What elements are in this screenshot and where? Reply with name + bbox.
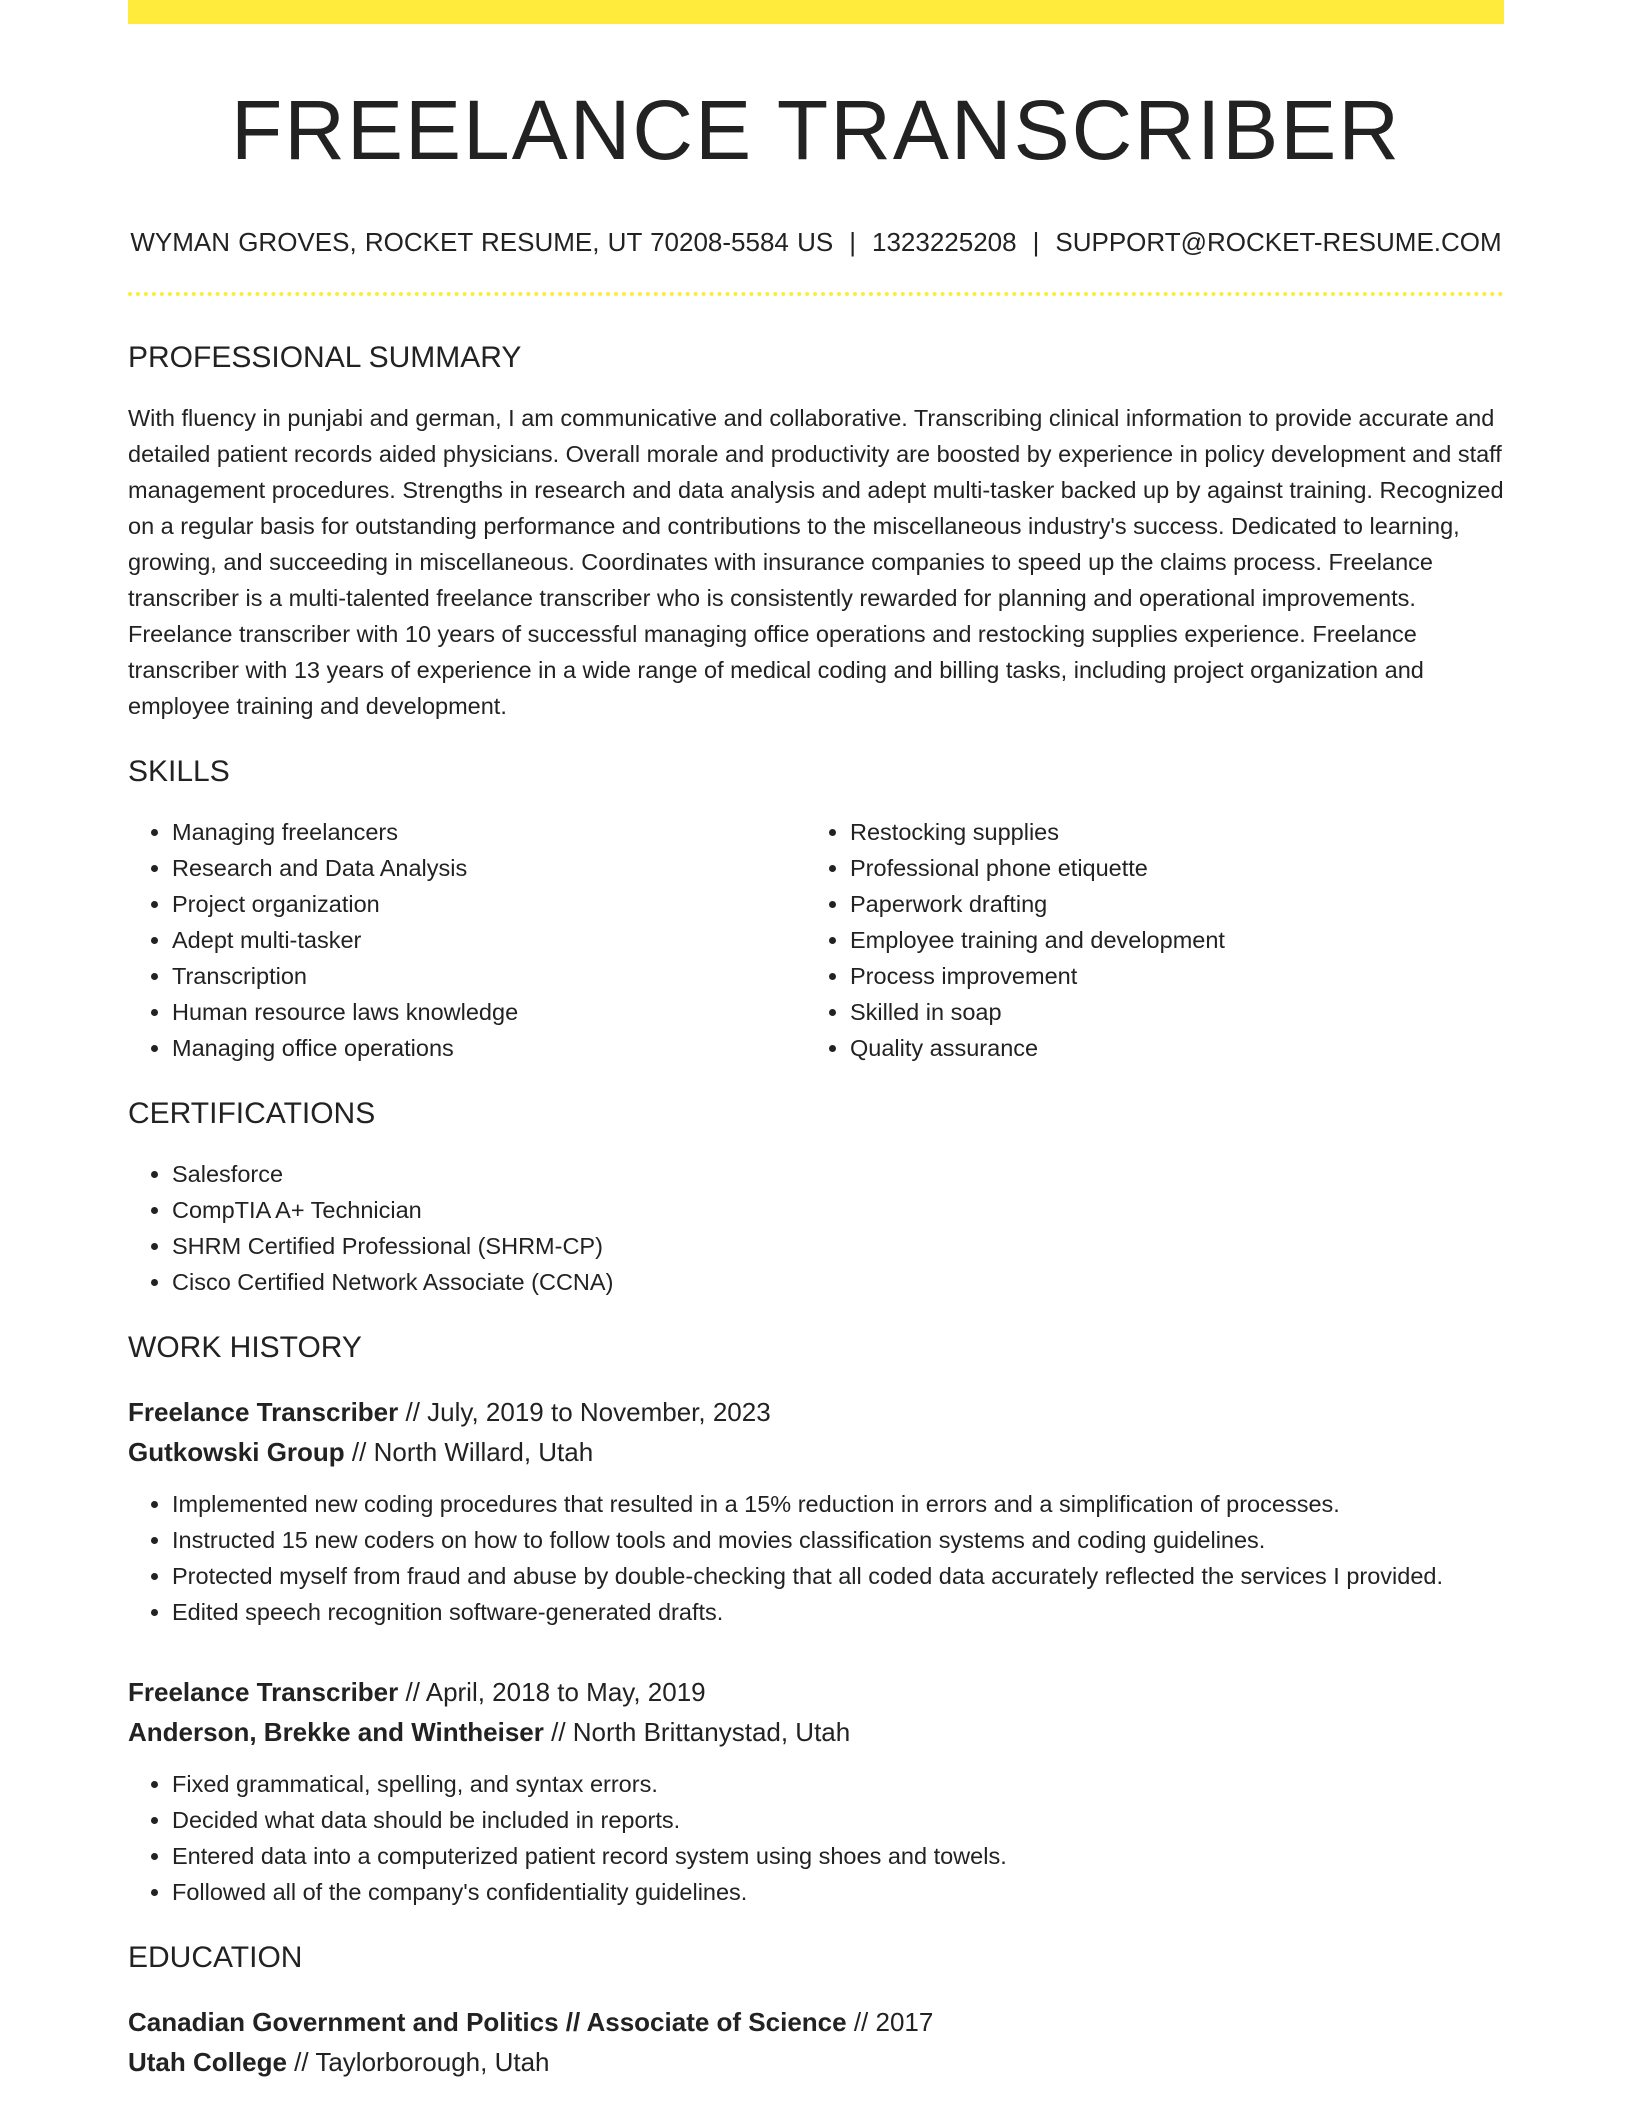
job-title-line [128,1392,1504,1432]
education-year: // 2017 [846,2006,934,2037]
resume-page [128,0,1504,2082]
job-bullets [128,1766,1504,1910]
job-bullet: • Entered data into a computerized patient record system using shoes and towels. [172,1838,1504,1874]
contact-email[interactable]: SUPPORT@ROCKET-RESUME.COM [1055,226,1502,257]
job-dates: // July, 2019 to November, 2023 [398,1396,771,1427]
skill-item: • Managing freelancers [172,814,806,850]
job-bullet: • Decided what data should be included in reports. [172,1802,1504,1838]
education-heading: EDUCATION [128,1940,303,1974]
skill-item: • Managing office operations [172,1030,806,1066]
skills-columns [128,814,1504,1066]
education-school-line [128,2042,1504,2082]
job-bullet: • Fixed grammatical, spelling, and syntax errors. [172,1766,1504,1802]
education-degree-line [128,2002,1504,2042]
accent-bar [128,0,1504,24]
job-bullet: • Implemented new coding procedures that resulted in a 15% reduction in errors and a simplification of processes. [172,1486,1504,1522]
summary-heading: PROFESSIONAL SUMMARY [128,340,522,374]
certification-item: • SHRM Certified Professional (SHRM-CP) [172,1228,1504,1264]
job-location: // North Willard, Utah [344,1436,594,1467]
skill-item: • Professional phone etiquette [850,850,1484,886]
skills-list-left [128,814,806,1066]
certifications-list [128,1156,1504,1300]
skills-column-left [128,814,806,1066]
job-bullet: • Instructed 15 new coders on how to follow tools and movies classification systems and coding guidelines. [172,1522,1504,1558]
resume-title: FREELANCE TRANSCRIBER [230,83,1401,177]
header-divider [128,292,1504,296]
skill-item: • Restocking supplies [850,814,1484,850]
skill-item: • Paperwork drafting [850,886,1484,922]
job-company: Gutkowski Group [128,1436,345,1467]
skill-item: • Quality assurance [850,1030,1484,1066]
certification-item: • CompTIA A+ Technician [172,1192,1504,1228]
job-bullets [128,1486,1504,1630]
skill-item: • Skilled in soap [850,994,1484,1030]
job-company-line [128,1432,1504,1472]
skill-item: • Project organization [172,886,806,922]
certification-item: • Cisco Certified Network Associate (CCNA) [172,1264,1504,1300]
work-history-heading: WORK HISTORY [128,1330,362,1364]
job-bullet: • Edited speech recognition software-generated drafts. [172,1594,1504,1630]
contact-separator: | [1032,226,1040,257]
skill-item: • Human resource laws knowledge [172,994,806,1030]
skills-column-right [806,814,1484,1066]
contact-address: WYMAN GROVES, ROCKET RESUME, UT 70208-5584 US [130,226,834,257]
skill-item: • Adept multi-tasker [172,922,806,958]
education-location: // Taylorborough, Utah [286,2046,550,2077]
job-title-line [128,1672,1504,1712]
summary-text: With fluency in punjabi and german, I am communicative and collaborative. Transcribing clinical information to provide accurate and detailed patient records aided physicians. Overall morale and productivity are boosted by experience in policy development and staff management procedures. Strengths in research and data analysis and adept multi-tasker backed up by against training. Recognized on a regular basis for outstanding performance and contributions to the miscellaneous industry's success. Dedicated to learning, growing, and succeeding in miscellaneous. Coordinates with insurance companies to speed up the claims process. Freelance transcriber is a multi-talented freelance transcriber who is consistently rewarded for planning and operational improvements. Freelance transcriber with 10 years of successful managing office operations and restocking supplies experience. Freelance transcriber with 13 years of experience in a wide range of medical coding and billing tasks, including project organization and employee training and development. [128,404,1504,719]
skill-item: • Research and Data Analysis [172,850,806,886]
contact-separator: | [849,226,856,257]
education-degree: Canadian Government and Politics // Associate of Science [128,2006,847,2037]
job-title: Freelance Transcriber [128,1676,399,1707]
skills-heading: SKILLS [128,754,230,788]
education-school: Utah College [128,2046,287,2077]
education-entry [128,2002,1504,2082]
job-dates: // April, 2018 to May, 2019 [398,1676,706,1707]
skill-item: • Transcription [172,958,806,994]
certifications-heading: CERTIFICATIONS [128,1096,376,1130]
job-location: // North Brittanystad, Utah [543,1716,851,1747]
skill-item: • Employee training and development [850,922,1484,958]
contact-line [128,227,1504,258]
certification-item: • Salesforce [172,1156,1504,1192]
job-title: Freelance Transcriber [128,1396,399,1427]
job-entry [128,1672,1504,1910]
contact-phone[interactable]: 1323225208 [872,226,1017,257]
job-company: Anderson, Brekke and Wintheiser [128,1716,544,1747]
skills-list-right [806,814,1484,1066]
job-entry [128,1392,1504,1630]
skill-item: • Process improvement [850,958,1484,994]
job-company-line [128,1712,1504,1752]
job-bullet: • Followed all of the company's confidentiality guidelines. [172,1874,1504,1910]
job-bullet: • Protected myself from fraud and abuse by double-checking that all coded data accurately reflected the services I provided. [172,1558,1504,1594]
